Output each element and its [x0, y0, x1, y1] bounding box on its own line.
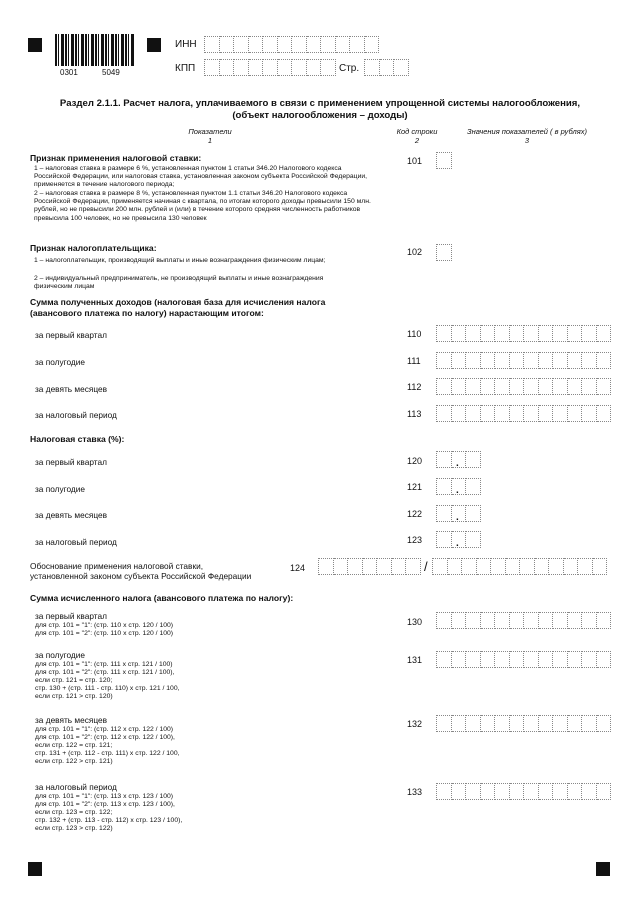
calc-row-130: за первый квартал для стр. 101 = "1": (стр. 110 х стр. 120 / 100) для стр. 101 = "2": (стр. 110 х стр. 120 / 100): [35, 611, 174, 637]
field-122-int[interactable]: [436, 505, 466, 522]
field-123-int[interactable]: [436, 531, 466, 548]
field-102[interactable]: [436, 244, 452, 261]
section-title: Раздел 2.1.1. Расчет налога, уплачиваемого в связи с применением упрощенной системы налогообложения,: [59, 98, 581, 109]
rate-sign-option-1: 1 – налоговая ставка в размере 6 %, установленная пунктом 1 статьи 346.20 Налогового кодекса Российской Федерации, или налоговая ставка, установленная законом субъекта Российской Федерации, применяется в течение налогового периода;: [34, 165, 368, 189]
corner-marker-top-left: [28, 38, 42, 52]
kpp-label: КПП: [175, 63, 196, 74]
field-133[interactable]: [436, 783, 611, 800]
field-131[interactable]: [436, 651, 611, 668]
corner-marker-bottom-right: [596, 862, 610, 876]
income-row-label: за налоговый период: [35, 410, 117, 420]
code-120: 120: [407, 456, 423, 466]
payer-sign-option-1: 1 – налогоплательщик, производящий выплаты и иные вознаграждения физическим лицам;: [34, 257, 326, 264]
code-101: 101: [407, 156, 423, 166]
justification-label-2: установленной законом субъекта Российской Федерации: [30, 571, 252, 581]
code-102: 102: [407, 247, 423, 257]
tax-rate-row-label: за полугодие: [35, 484, 86, 494]
field-101[interactable]: [436, 152, 452, 169]
code-132: 132: [407, 719, 423, 729]
code-133: 133: [407, 787, 423, 797]
tax-rate-row-label: за первый квартал: [35, 457, 107, 467]
field-121-frac[interactable]: [465, 478, 481, 495]
tax-rate-row-label: за налоговый период: [35, 537, 117, 547]
col-header-code-num: 2: [414, 136, 420, 145]
field-120-int[interactable]: [436, 451, 466, 468]
code-131: 131: [407, 655, 423, 665]
field-120-frac[interactable]: [465, 451, 481, 468]
income-row-label: за девять месяцев: [35, 384, 108, 394]
field-110[interactable]: [436, 325, 611, 342]
barcode-number-left: 0301: [60, 68, 78, 77]
code-112: 112: [407, 382, 422, 392]
tax-rate-title: Налоговая ставка (%):: [30, 434, 125, 444]
corner-marker-bottom-left: [28, 862, 42, 876]
tax-rate-row-label: за девять месяцев: [35, 510, 108, 520]
inn-label: ИНН: [175, 39, 197, 50]
kpp-field[interactable]: [204, 59, 336, 76]
calculated-title: Сумма исчисленного налога (авансового платежа по налогу):: [30, 593, 294, 603]
page-field[interactable]: [364, 59, 409, 76]
field-112[interactable]: [436, 378, 611, 395]
field-122-frac[interactable]: [465, 505, 481, 522]
calc-row-131: за полугодие для стр. 101 = "1": (стр. 111 х стр. 121 / 100) для стр. 101 = "2": (стр. 111 х стр. 121 / 100), если стр. 121 = стр. 120; стр. 130 + (стр. 111 - стр. 110) х стр. 121 / 100, если стр. 121 > стр. 120): [35, 650, 180, 701]
col-header-indicators: Показатели: [188, 127, 232, 136]
code-124: 124: [290, 563, 306, 573]
code-123: 123: [407, 535, 423, 545]
calc-row-132: за девять месяцев для стр. 101 = "1": (стр. 112 х стр. 122 / 100) для стр. 101 = "2": (стр. 112 х стр. 122 / 100), если стр. 122 = стр. 121; стр. 131 + (стр. 112 - стр. 111) х стр. 122 / 100, если стр. 122 > стр. 121): [35, 715, 180, 766]
justification-label-1: Обоснование применения налоговой ставки,: [30, 561, 204, 571]
rate-sign-title: Признак применения налоговой ставки:: [30, 153, 202, 163]
col-header-values: Значения показателей ( в рублях): [466, 127, 588, 136]
page-label: Стр.: [339, 63, 360, 74]
code-130: 130: [407, 617, 423, 627]
income-title: Сумма полученных доходов (налоговая база для исчисления налога (авансового платежа по налогу) нарастающим итогом:: [30, 297, 326, 318]
code-110: 110: [407, 329, 422, 339]
col-header-values-num: 3: [524, 136, 530, 145]
barcode: [55, 34, 135, 66]
code-122: 122: [407, 509, 423, 519]
payer-sign-title: Признак налогоплательщика:: [30, 243, 157, 253]
income-row-label: за первый квартал: [35, 330, 107, 340]
field-121-int[interactable]: [436, 478, 466, 495]
col-header-code: Код строки: [396, 127, 438, 136]
field-111[interactable]: [436, 352, 611, 369]
calc-row-133: за налоговый период для стр. 101 = "1": (стр. 113 х стр. 123 / 100) для стр. 101 = "2": (стр. 113 х стр. 123 / 100), если стр. 123 = стр. 122; стр. 132 + (стр. 113 - стр. 112) х стр. 123 / 100), если стр. 123 > стр. 122): [35, 782, 183, 833]
rate-sign-option-2: 2 – налоговая ставка в размере 8 %, установленная пунктом 1.1 статьи 346.20 Налогового кодекса Российской Федерации, применяется начиная с квартала, по итогам которого доходы превысили 150 млн. рублей, но не превысили 200 млн. рублей и (или) в течение которого средняя численность работников превысила 100 человек, но не превысила 130 человек: [34, 190, 371, 222]
field-124-part1[interactable]: [318, 558, 421, 575]
payer-sign-option-2: 2 – индивидуальный предприниматель, не производящий выплаты и иные вознаграждения физическим лицам: [34, 275, 324, 291]
inn-field[interactable]: [204, 36, 379, 53]
code-111: 111: [407, 356, 421, 366]
code-113: 113: [407, 409, 422, 419]
col-header-indicators-num: 1: [207, 136, 213, 145]
field-124-part2[interactable]: [432, 558, 607, 575]
justification-slash: /: [424, 559, 428, 574]
field-132[interactable]: [436, 715, 611, 732]
section-subtitle: (объект налогообложения – доходы): [232, 110, 408, 121]
corner-marker-top-mid: [147, 38, 161, 52]
barcode-number-right: 5049: [102, 68, 120, 77]
field-130[interactable]: [436, 612, 611, 629]
income-row-label: за полугодие: [35, 357, 86, 367]
field-123-frac[interactable]: [465, 531, 481, 548]
code-121: 121: [407, 482, 423, 492]
field-113[interactable]: [436, 405, 611, 422]
